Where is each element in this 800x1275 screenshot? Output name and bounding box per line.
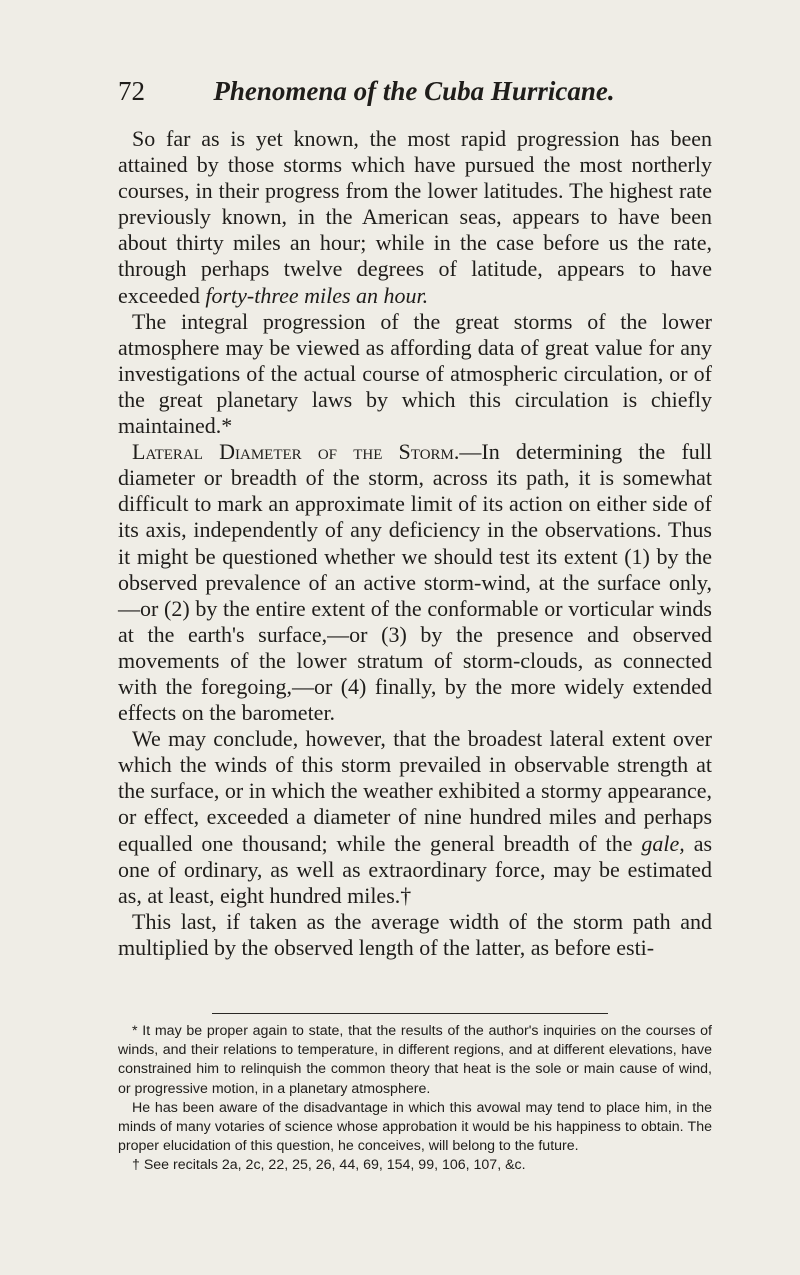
paragraph-text: —In determining the full diameter or breadth of the storm, across its path, it is somewhat difficult to mark an approximate limit of its action on either side of its axis, independently of any deficiency in the observations. Thus it might be questioned whether we should test its extent (1) by the observed prevalence of an active storm-wind, at the surface only,—or (2) by the entire extent of the conformable or vorticular winds at the earth's surface,—or (3) by the presence and observed movements of the lower stratum of storm-clouds, as connected with the foregoing,—or (4) finally, by the more widely extended effects on the barometer.: [118, 439, 712, 726]
footnote-rule: [212, 1013, 608, 1014]
paragraph-text: We may conclude, however, that the broadest lateral extent over which the winds of this storm prevailed in observable strength at the surface, or in which the weather exhibited a stormy appearance, or effect, exceeded a diameter of nine hundred miles and perhaps equalled one thousand; while the general breadth of the: [118, 726, 712, 856]
paragraph-broadest-extent: [118, 726, 712, 909]
page-header: [118, 76, 710, 112]
paragraph-lateral-diameter: [118, 439, 712, 726]
paragraph-integral-progression: The integral progression of the great storms of the lower atmosphere may be viewed as affording data of great value for any investigations of the actual course of atmospheric circulation, or of the great planetary laws by which this circulation is chiefly maintained.*: [118, 308, 712, 439]
body-text: [118, 126, 712, 961]
emphasis-text: forty-three miles an hour.: [205, 282, 429, 308]
footnotes: [118, 1022, 712, 1176]
emphasis-text: gale,: [641, 830, 685, 856]
footnote-asterisk: * It may be proper again to state, that the results of the author's inquiries on the courses of winds, and their relations to temperature, in different regions, and at different elevations, have constrained him to relinquish the common theory that heat is the sole or main cause of wind, or progressive motion, in a planetary atmosphere.: [118, 1023, 712, 1097]
footnote-dagger: † See recitals 2a, 2c, 22, 25, 26, 44, 69, 154, 99, 106, 107, &c.: [132, 1157, 526, 1174]
paragraph-progression-rate: [118, 126, 712, 309]
paragraph-text: as one of ordinary, as well as extraordinary force, may be estimated as, at least, eight hundred miles.†: [118, 830, 713, 908]
paragraph-text: So far as is yet known, the most rapid progression has been attained by those storms which have pursued the most northerly courses, in their progress from the lower latitudes. The highest rate previously known, in the American seas, appears to have been about thirty miles an hour; while in the case before us the rate, through perhaps twelve degrees of latitude, appears to have exceeded: [118, 126, 712, 308]
footnote-continuation: He has been aware of the disadvantage in which this avowal may tend to place him, in the minds of many votaries of science whose approbation it would be his happiness to obtain. The proper elucidation of this question, he conceives, will belong to the future.: [118, 1099, 712, 1155]
running-head: Phenomena of the Cuba Hurricane.: [213, 76, 615, 106]
page-number: 72: [118, 76, 145, 106]
section-heading: Lateral Diameter of the Storm.: [132, 439, 460, 465]
paragraph-average-width: This last, if taken as the average width of the storm path and multiplied by the observed length of the latter, as before esti-: [118, 908, 712, 960]
